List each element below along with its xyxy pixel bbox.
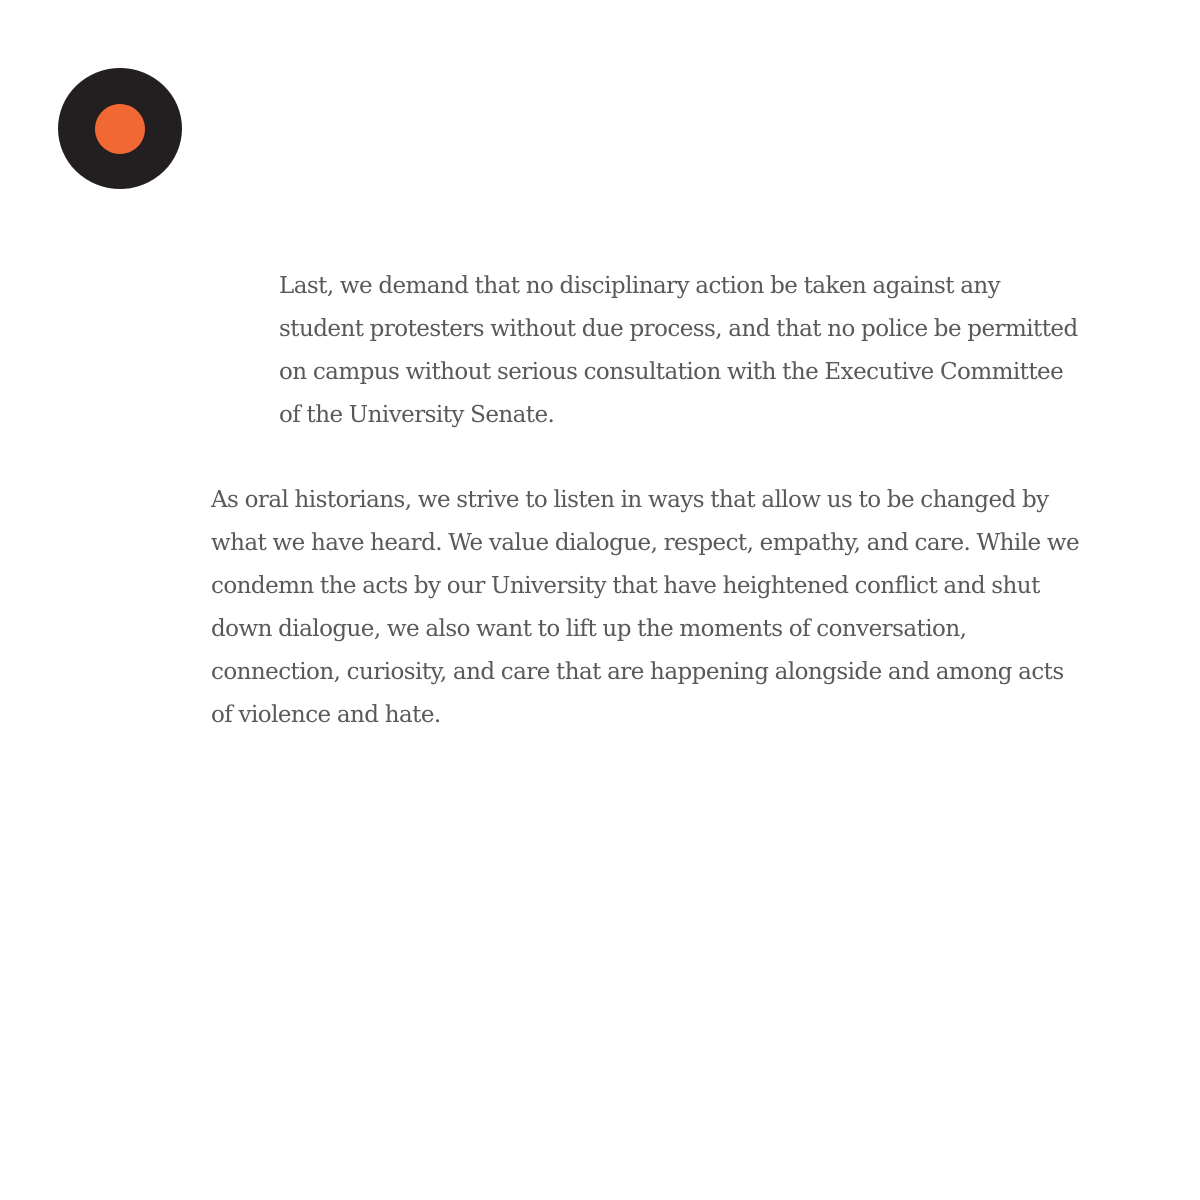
paragraph-line: of violence and hate. [211, 702, 441, 728]
blockquote-line: student protesters without due process, and that no police be permitted [279, 316, 1078, 342]
blockquote-line: of the University Senate. [279, 402, 555, 428]
paragraph-line: condemn the acts by our University that have heightened conflict and shut [211, 573, 1040, 599]
paragraph-line: what we have heard. We value dialogue, respect, empathy, and care. While we [211, 530, 1080, 556]
paragraph-line: connection, curiosity, and care that are happening alongside and among acts [211, 659, 1064, 685]
logo-icon [58, 68, 182, 189]
blockquote-line: Last, we demand that no disciplinary action be taken against any [279, 273, 1001, 299]
oral-historians-paragraph [211, 479, 1156, 737]
logo-dot-icon [95, 104, 145, 154]
demand-blockquote [279, 265, 1159, 437]
paragraph-line: As oral historians, we strive to listen in ways that allow us to be changed by [211, 487, 1049, 513]
blockquote-line: on campus without serious consultation with the Executive Committee [279, 359, 1064, 385]
paragraph-line: down dialogue, we also want to lift up the moments of conversation, [211, 616, 967, 642]
